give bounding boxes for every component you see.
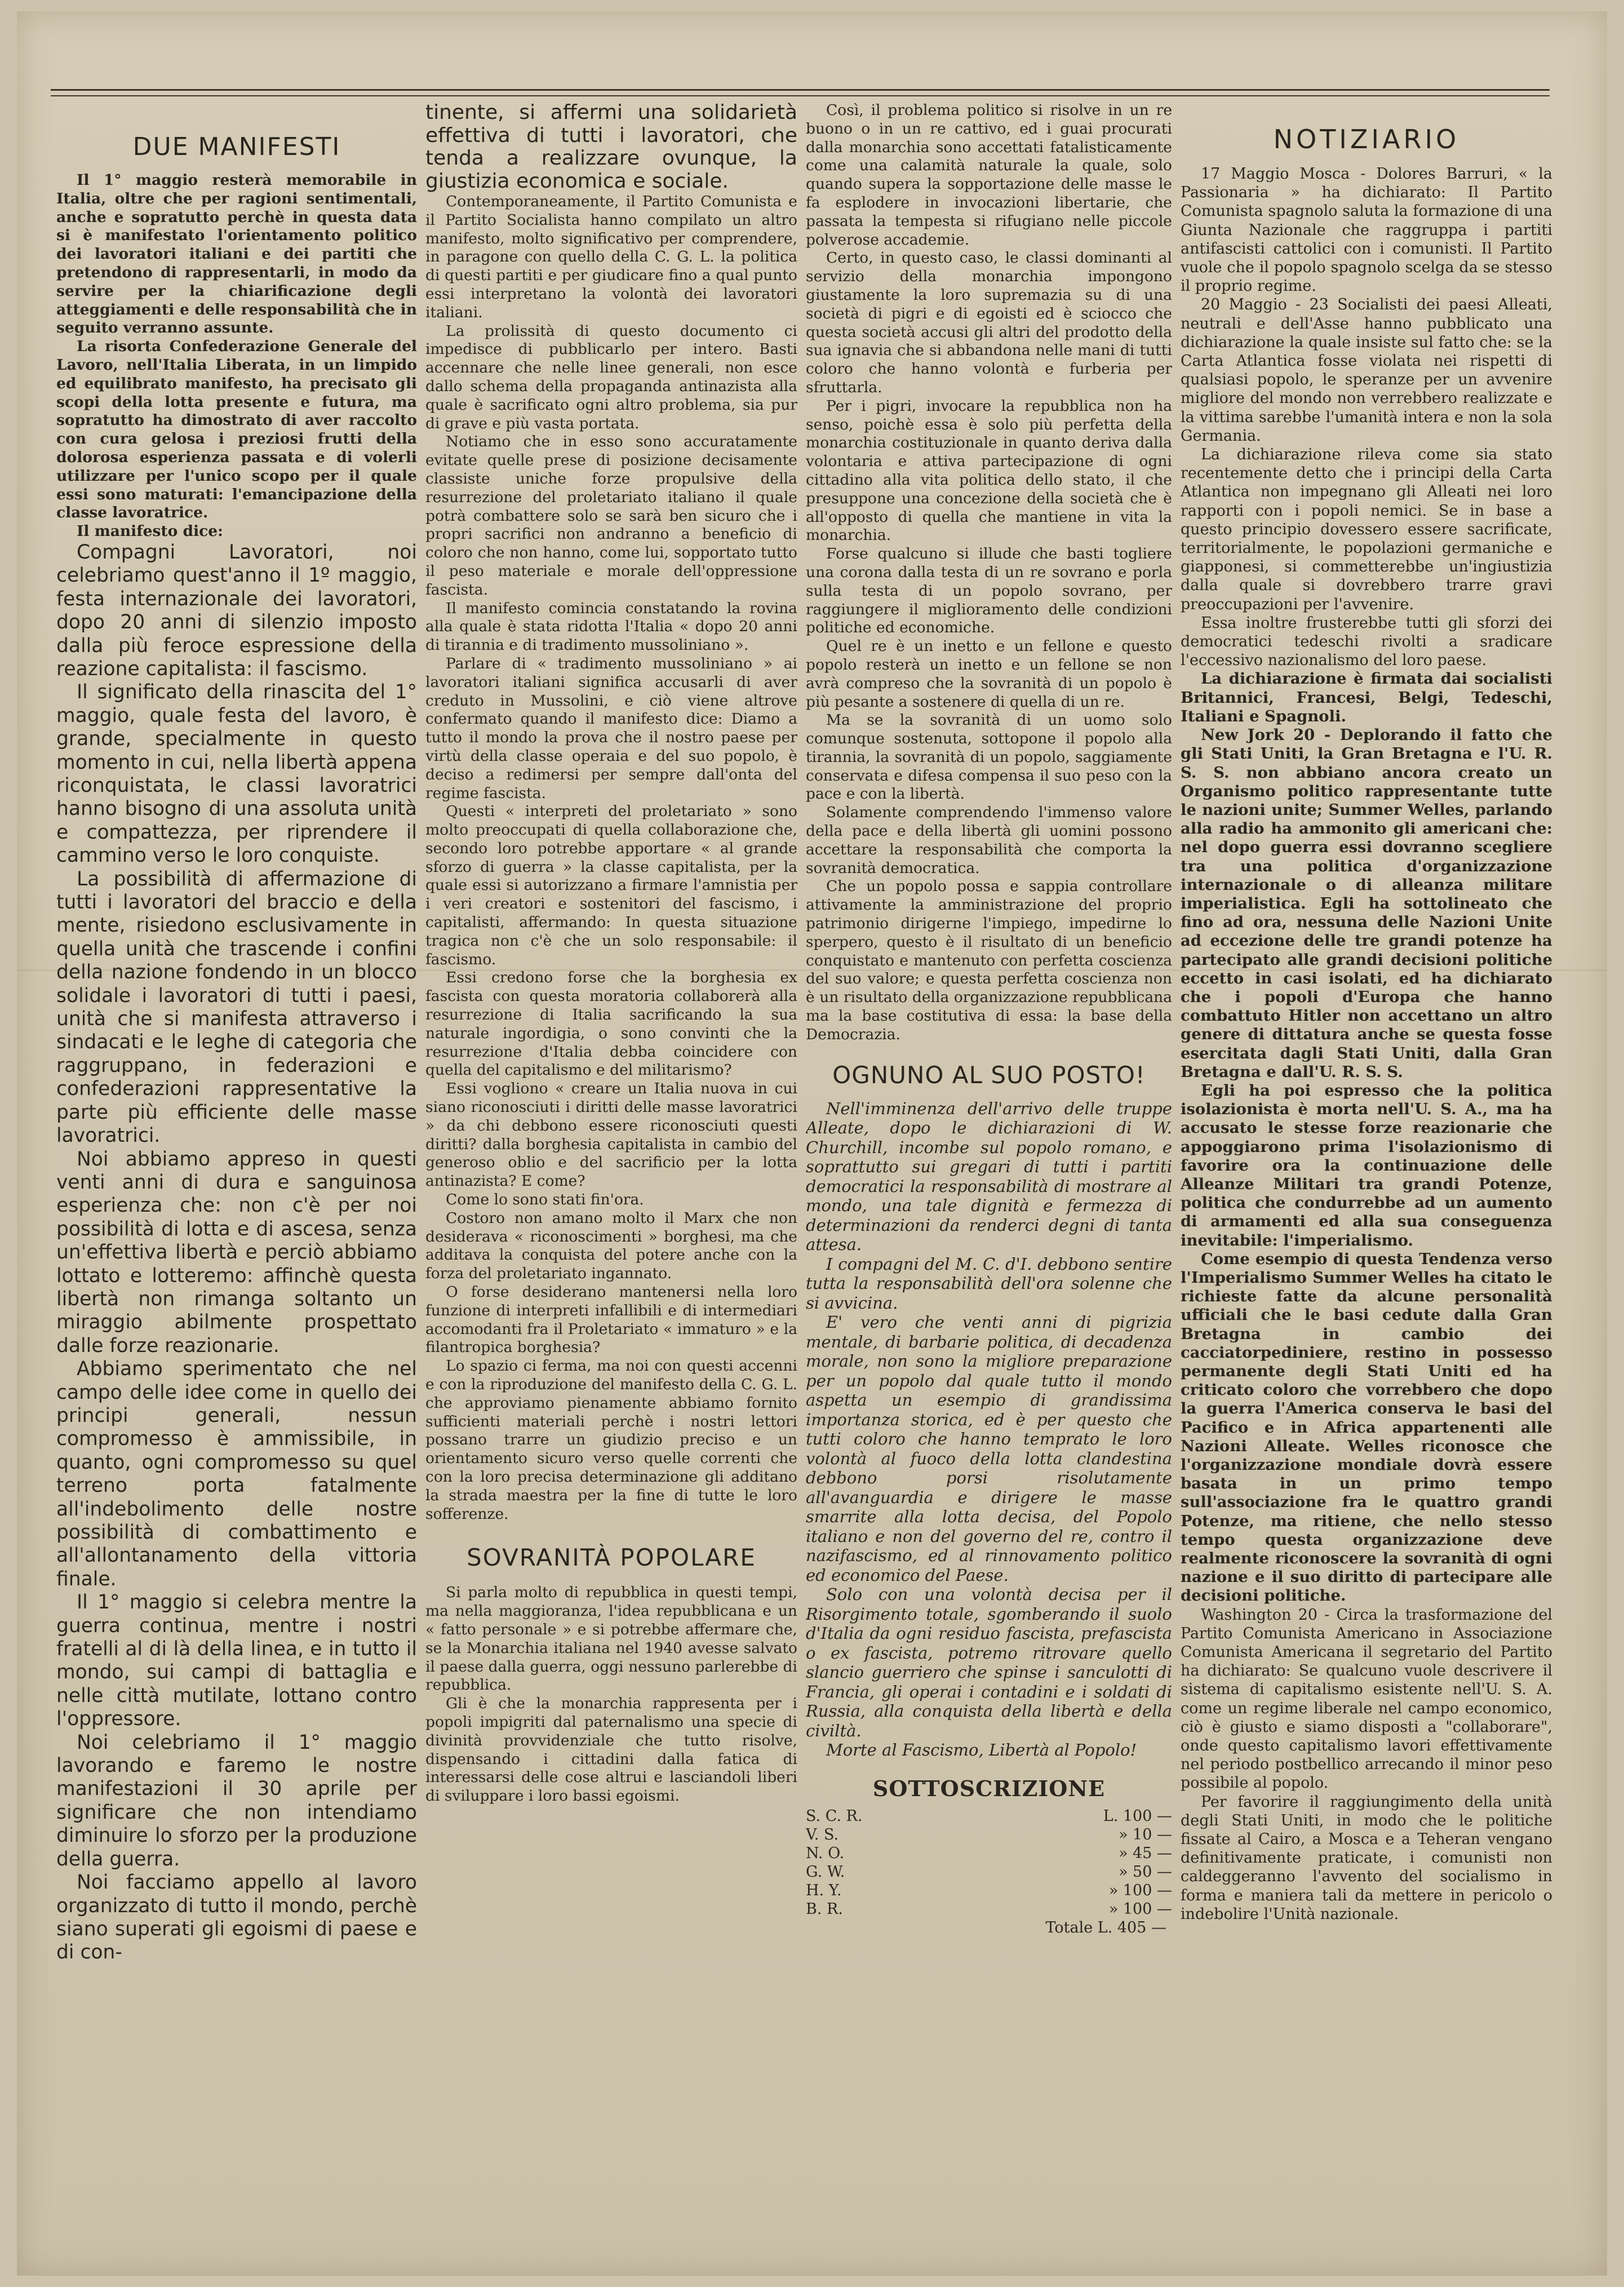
paragraph: Lo spazio ci ferma, ma noi con questi accenni e con la riproduzione del manifesto della C. G. L. che approviamo pienamente abbiamo fornito sufficienti materiali perchè i nostri lettori possano trarre un giudizio preciso e un orientamento sicuro verso quelle correnti che con la loro precisa determinazione gli additano la strada maestra per la fine di tutte le loro sofferenze. — [425, 1357, 797, 1523]
column-1 — [56, 101, 417, 1965]
paragraph: La risorta Confederazione Generale del Lavoro, nell'Italia Liberata, in un limpido ed equilibrato manifesto, ha precisato gli scopi della lotta presente e futura, ma sopratutto ha dimostrato di aver raccolto con cura gelosa i preziosi frutti della dolorosa esperienza passata e di volerli utilizzare per l'unico scopo per il quale essi sono maturati: l'emancipazione della classe lavoratrice. — [56, 338, 417, 522]
paragraph: Così, il problema politico si risolve in un re buono o in un re cattivo, ed i guai procurati dalla monarchia sono accettati fatalisticamente come una calamità naturale la quale, solo quando supera la sopportazione delle masse le fa esplodere in invocazioni libertarie, che passata la tempesta si rifugiano nelle piccole polverose accademie. — [806, 101, 1172, 249]
italic-paragraph: Nell'imminenza dell'arrivo delle truppe Alleate, dopo le dichiarazioni di W. Churchill, incombe sul popolo romano, e soprattutto sui gregari di tutti i partiti democratici la responsabilità di mostrare al mondo, una tale dignità e fermezza di determinazioni da renderci degni di tanta attesa. — [806, 1098, 1172, 1255]
paragraph: Forse qualcuno si illude che basti togliere una corona dalla testa di un re sovrano e porla sulla testa di un popolo sovrano, per raggiungere il miglioramento delle condizioni politiche ed economiche. — [806, 545, 1172, 637]
table-row — [806, 1900, 1172, 1918]
italic-paragraph: Morte al Fascismo, Libertà al Popolo! — [826, 1740, 1137, 1760]
news-item: La dichiarazione rileva come sia stato recentemente detto che i principi della Carta Atlantica non impegnano gli Alleati nei loro rapporti con i popoli nemici. Se in base a questo principio dovessero essere sacrificate, territorialmente, le popolazioni germaniche e giapponesi, si commetterebbe un'ingiustizia dalla quale si dovrebbero trarre gravi preoccupazioni per l'avvenire. — [1181, 446, 1552, 613]
paragraph: Certo, in questo caso, le classi dominanti al servizio della monarchia impongono giustamente la loro supremazia su di una società di pigri e di egoisti ed è sciocco che questa società accusi gli altri del prodotto della sua ignavia che si abbandona nelle mani di tutti coloro che hanno volontà e furberia per sfruttarla. — [806, 249, 1172, 396]
table-row — [806, 1863, 1172, 1881]
column-2 — [425, 101, 797, 1806]
manifesto-paragraph: Noi abbiamo appreso in questi venti anni di dura e sanguinosa esperienza che: non c'è per noi possibilità di lotta e di ascesa, senza un'effettiva libertà e perciò abbiamo lottato e lotteremo: affinchè questa libertà non rimanga soltanto un miraggio abilmente prospettato dalle forze reazionarie. — [56, 1147, 417, 1357]
donor-name: B. R. — [806, 1900, 843, 1918]
donor-amount: » 10 — — [1118, 1825, 1172, 1843]
italic-paragraph: Solo con una volontà decisa per il Risorgimento totale, sgomberando il suolo d'Italia da ogni residuo fascista, prefascista o ex fascista, potremo ritrovare quello slancio guerriero che spinse i sanculotti di Francia, gli operai i contadini e i soldati di Russia, alla conquista della libertà e della civiltà. — [806, 1585, 1172, 1740]
donor-amount: » 100 — — [1108, 1881, 1172, 1899]
news-item: 20 Maggio - 23 Socialisti dei paesi Alleati, neutrali e dell'Asse hanno pubblicato una dichiarazione la quale insiste sul fatto che: se la Carta Atlantica fosse violata nei rispetti di qualsiasi popolo, le speranze per un avvenire migliore del mondo non verrebbero realizzate e la vittima sarebbe l'umanità intera e non la sola Germania. — [1181, 296, 1552, 445]
paragraph: Come lo sono stati fin'ora. — [446, 1191, 644, 1209]
italic-paragraph: E' vero che venti anni di pigrizia mentale, di barbarie politica, di decadenza morale, non sono la migliore preparazione per un popolo dal quale tutto il mondo aspetta un esempio di grandissima importanza storica, ed è per questo che tutti coloro che hanno temprato le loro volontà al fuoco della lotta clandestina debbono porsi risolutamente all'avanguardia e dirigere le masse smarrite alla lotta decisa, del Popolo italiano e non del governo del re, contro il nazifascismo, ed al rinnovamento politico ed economico del Paese. — [806, 1313, 1172, 1585]
paragraph: Costoro non amano molto il Marx che non desiderava « riconoscimenti » borghesi, ma che additava la conquista del potere anche con la forza del proletariato ingannato. — [425, 1209, 797, 1283]
paragraph: Notiamo che in esso sono accuratamente evitate quelle prese di posizione decisamente classiste uniche forze propulsive della resurrezione del proletariato italiano il quale potrà combattere solo se sarà ben sicuro che i propri sacrifici non andranno a beneficio di coloro che non hanno, come lui, sopportato tutto il peso materiale e morale dell'oppressione fascista. — [425, 433, 797, 599]
column-4 — [1181, 101, 1552, 1923]
paragraph: Il manifesto comincia constatando la rovina alla quale è stata ridotta l'Italia « dopo 20 anni di tirannia e di tradimento mussoliniano ». — [425, 599, 797, 654]
table-row — [806, 1881, 1172, 1900]
paragraph: Essi credono forse che la borghesia ex fascista con questa moratoria collaborerà alla resurrezione di Italia sacrificando la sua naturale ingordigia, o sono convinti che la resurrezione d'Italia debba coincidere con quella del capitalismo e del militarismo? — [425, 969, 797, 1079]
manifesto-paragraph: Il 1° maggio si celebra mentre la guerra continua, mentre i nostri fratelli al di là della linea, e in tutto il mondo, sui campi di battaglia e nelle città mutilate, lottano contro l'oppressore. — [56, 1591, 417, 1731]
paragraph: Il manifesto dice: — [77, 522, 223, 540]
column-3 — [806, 101, 1172, 1937]
paragraph: Parlare di « tradimento mussoliniano » ai lavoratori italiani significa accusarli di aver creduto in Mussolini, e ciò viene altrove confermato quando il manifesto dice: Diamo a tutto il mondo la prova che il nostro paese per virtù della classe operaia e del suo popolo, è deciso a redimersi per sempre dall'onta del regime fascista. — [425, 654, 797, 802]
news-item: Washington 20 - Circa la trasformazione del Partito Comunista Americano in Associazione Comunista Americana il segretario del Partito ha dichiarato: Se qualcuno vuole descrivere il sistema di capitalismo esistente nell'U. S. A. come un regime liberale nel campo economico, ciò è giusto e siamo disposti a "collaborare", onde questo capitalismo lavori effettivamente nel periodo postbellico arrecando il minor peso possibile al popolo. — [1181, 1606, 1552, 1792]
article-title-sovranita-popolare: SOVRANITÀ POPOLARE — [467, 1544, 756, 1572]
newspaper-page — [17, 11, 1607, 2276]
manifesto-paragraph: Compagni Lavoratori, noi celebriamo quest'anno il 1º maggio, festa internazionale dei lavoratori, dopo 20 anni di silenzio imposto dalla più feroce espressione della reazione capitalista: il fascismo. — [56, 540, 417, 680]
paragraph: Si parla molto di repubblica in questi tempi, ma nella maggioranza, l'idea repubblicana e un « fatto personale » e si potrebbe affermare che, se la Monarchia italiana nel 1940 avesse salvato il paese dalla guerra, oggi nessuno parlerebbe di repubblica. — [425, 1584, 797, 1694]
donor-name: S. C. R. — [806, 1807, 863, 1825]
paragraph: Contemporaneamente, il Partito Comunista e il Partito Socialista hanno compilato un altro manifesto, molto significativo per comprendere, in paragone con quello della C. G. L. la politica di questi partiti e per giudicare fino a qual punto essi interpretano la volontà dei lavoratori italiani. — [425, 193, 797, 321]
subscription-table — [806, 1807, 1172, 1918]
paragraph: Solamente comprendendo l'immenso valore della pace e della libertà gli uomini possono accettare la responsabilità che comporta la sovranità democratica. — [806, 804, 1172, 877]
manifesto-paragraph: tinente, si affermi una solidarietà effettiva di tutti i lavoratori, che tenda a realizzare ovunque, la giustizia economica e sociale. — [425, 101, 797, 193]
subscription-total: Totale L. 405 — — [1045, 1918, 1166, 1936]
news-item: New Jork 20 - Deplorando il fatto che gli Stati Uniti, la Gran Bretagna e l'U. R. S. S. non abbiano ancora creato un Organismo politico rappresentante tutte le nazioni unite; Summer Welles, parlando alla radio ha ammonito gli americani che: nel dopo guerra essi dovranno scegliere tra una politica d'organizzazione internazionale o di alleanza militare imperialistica. Egli ha sottolineato che fino ad ora, nessuna delle Nazioni Unite ad eccezione delle tre grandi potenze ha partecipato alle grandi decisioni politiche eccetto in casi isolati, ed ha dichiarato che i popoli d'Europa che hanno combattuto Hitler non accettano un altro genere di dittatura anche se questa fosse esercitata dagli Stati Uniti, dalla Gran Bretagna e dall'U. R. S. S. — [1181, 726, 1552, 1081]
manifesto-paragraph: Il significato della rinascita del 1° maggio, quale festa del lavoro, è grande, specialmente in questo momento in cui, nella libertà appena riconquistata, le classi lavoratrici hanno bisogno di una assoluta unità e compattezza, per riprendere il cammino verso le loro conquiste. — [56, 681, 417, 867]
table-row — [806, 1807, 1172, 1825]
paragraph: Ma se la sovranità di un uomo solo comunque sostenuta, sottopone il popolo alla tirannia, la sovranità di un popolo, saggiamente conservata e difesa compensa il suo peso con la pace e con la libertà. — [806, 711, 1172, 803]
donor-name: H. Y. — [806, 1881, 842, 1899]
section-title-notiziario: NOTIZIARIO — [1273, 124, 1460, 154]
manifesto-paragraph: La possibilità di affermazione di tutti i lavoratori del braccio e della mente, risiedono esclusivamente in quella unità che trascende i confini della nazione fondendo in un blocco solidale i lavoratori di tutti i paesi, unità che si manifesta attraverso i sindacati e le leghe di categoria che raggruppano, in federazioni e confederazioni rappresentative la parte più efficiente delle masse lavoratrici. — [56, 867, 417, 1147]
news-item: Per favorire il raggiungimento della unità degli Stati Uniti, in modo che le politiche fissate al Cairo, a Mosca e a Teheran vengano definitivamente praticate, i comunisti non caldeggeranno l'avvento del socialismo in forma e maniera tali da mettere in pericolo o indebolire l'Unità nazionale. — [1181, 1793, 1552, 1923]
paragraph: Gli è che la monarchia rappresenta per i popoli impigriti dal paternalismo una specie di divinità provvidenziale che tutto risolve, dispensando i cittadini dalla fatica di interessarsi delle cose altrui e lasciandoli liberi di sviluppare i loro bassi egoismi. — [425, 1695, 797, 1805]
donor-amount: » 50 — — [1118, 1863, 1172, 1881]
news-item: Come esempio di questa Tendenza verso l'Imperialismo Summer Welles ha citato le richieste fatte da alcune personalità ufficiali che le basi cedute dalla Gran Bretagna in cambio dei cacciatorpediniere, restino in possesso permanente degli Stati Uniti ed ha criticato coloro che vorrebbero che dopo la guerra l'America conserva le basi del Pacifico e in Africa appartenenti alle Nazioni Alleate. Welles riconosce che l'organizzazione mondiale dovrà essere basata in un primo tempo sull'associazione fra le quattro grandi Potenze, ma ritiene, che nello stesso tempo questa organizzazione deve realmente riconoscere la sovranità di ogni nazione e il suo diritto di partecipare alle decisioni politiche. — [1181, 1249, 1552, 1605]
table-row — [806, 1844, 1172, 1863]
manifesto-paragraph: Noi facciamo appello al lavoro organizzato di tutto il mondo, perchè siano superati gli egoismi di paese e di con- — [56, 1871, 417, 1964]
paragraph: Quel re è un inetto e un fellone e questo popolo resterà un inetto e un fellone se non avrà compreso che la sovranità di un popolo è più pesante a sostenere di quella di un re. — [806, 637, 1172, 711]
news-item: Egli ha poi espresso che la politica isolazionista è morta nell'U. S. A., ma ha accusato le stesse forze reazionarie che appoggiarono prima l'isolazionismo di favorire ora la continuazione delle Alleanze Militari tra grandi Potenze, politica che condurrebbe ad un aumento di armamenti ed alla sua conseguenza inevitabile: l'imperialismo. — [1181, 1081, 1552, 1249]
news-item: Essa inoltre frusterebbe tutti gli sforzi dei democratici tedeschi rivolti a sradicare l'eccessivo nazionalismo del loro paese. — [1181, 614, 1552, 670]
news-item: 17 Maggio Mosca - Dolores Barruri, « la Passionaria » ha dichiarato: Il Partito Comunista spagnolo saluta la formazione di una Giunta Nazionale che raggruppa i partiti antifascisti cattolici con i comunisti. Il Partito vuole che il popolo spagnolo scelga da se stesso il proprio regime. — [1181, 165, 1552, 295]
donor-amount: » 100 — — [1108, 1900, 1172, 1918]
article-title-ognuno-al-suo-posto: OGNUNO AL SUO POSTO! — [832, 1061, 1146, 1089]
paragraph: Essi vogliono « creare un Italia nuova in cui siano riconosciuti i diritti delle masse lavoratrici » da chi debbono essere riconosciuti questi diritti? dalla borghesia capitalista in cambio del generoso oblio e del sacrificio per la lotta antinazista? E come? — [425, 1080, 797, 1190]
paragraph: Questi « interpreti del proletariato » sono molto preoccupati di quella collaborazione che, secondo loro potrebbe apportare « al grande sforzo di guerra » la classe capitalista, per la quale essi si autorizzano a firmare l'amnistia per i veri creatori e sostenitori del fascismo, i capitalisti, affermando: In questa situazione tragica non c'è che un solo responsabile: il fascismo. — [425, 803, 797, 968]
article-title-due-manifesti: DUE MANIFESTI — [132, 132, 341, 161]
italic-paragraph: I compagni del M. C. d'I. debbono sentire tutta la responsabilità dell'ora solenne che si avvicina. — [806, 1254, 1172, 1313]
table-row — [806, 1825, 1172, 1844]
donor-name: G. W. — [806, 1863, 845, 1881]
manifesto-paragraph: Noi celebriamo il 1° maggio lavorando e faremo le nostre manifestazioni il 30 aprile per significare che non intendiamo diminuire lo sforzo per la produzione della guerra. — [56, 1731, 417, 1871]
paragraph: O forse desiderano mantenersi nella loro funzione di interpreti infallibili e di intermediari accomodanti fra il Proletariato « immaturo » e la filantropica borghesia? — [425, 1283, 797, 1357]
paragraph: Che un popolo possa e sappia controllare attivamente la amministrazione del proprio patrimonio dirigerne l'impiego, impedirne lo sperpero, questo è il risultato di un beneficio conquistato e mantenuto con perfetta coscienza del suo valore; e questa perfetta coscienza non è un risultato della organizzazione repubblicana ma la base costitutiva di essa: la base della Democrazia. — [806, 877, 1172, 1043]
top-double-rule — [51, 89, 1550, 96]
donor-name: N. O. — [806, 1844, 845, 1862]
donor-name: V. S. — [806, 1825, 839, 1843]
donor-amount: L. 100 — — [1103, 1807, 1172, 1825]
article-title-sottoscrizione: SOTTOSCRIZIONE — [872, 1775, 1106, 1801]
manifesto-paragraph: Abbiamo sperimentato che nel campo delle idee come in quello dei principi generali, nessun compromesso è ammissibile, in quanto, ogni compromesso su quel terreno porta fatalmente all'indebolimento delle nostre possibilità di combattimento e all'allontanamento della vittoria finale. — [56, 1358, 417, 1590]
paragraph: Il 1° maggio resterà memorabile in Italia, oltre che per ragioni sentimentali, anche e sopratutto perchè in questa data si è manifestato l'orientamento politico dei lavoratori italiani e dei partiti che pretendono di rappresentarli, in modo da servire per la chiarificazione degli atteggiamenti e delle responsabilità che in seguito verranno assunte. — [56, 171, 417, 337]
news-item: La dichiarazione è firmata dai socialisti Britannici, Francesi, Belgi, Tedeschi, Italiani e Spagnoli. — [1181, 670, 1552, 725]
donor-amount: » 45 — — [1118, 1844, 1172, 1862]
paragraph: Per i pigri, invocare la repubblica non ha senso, poichè essa è solo più perfetta della monarchia costituzionale in quanto deriva dalla volontaria e attiva partecipazione di ogni cittadino alla vita politica dello stato, il che presuppone una concezione della società che è all'opposto di quella che mantiene in vita la monarchia. — [806, 397, 1172, 544]
paragraph: La prolissità di questo documento ci impedisce di pubblicarlo per intero. Basti accennare che nelle linee generali, non esce dallo schema della propaganda antinazista alla quale è sacrificato ogni altro problema, sia pur di grave e più vasta portata. — [425, 322, 797, 432]
